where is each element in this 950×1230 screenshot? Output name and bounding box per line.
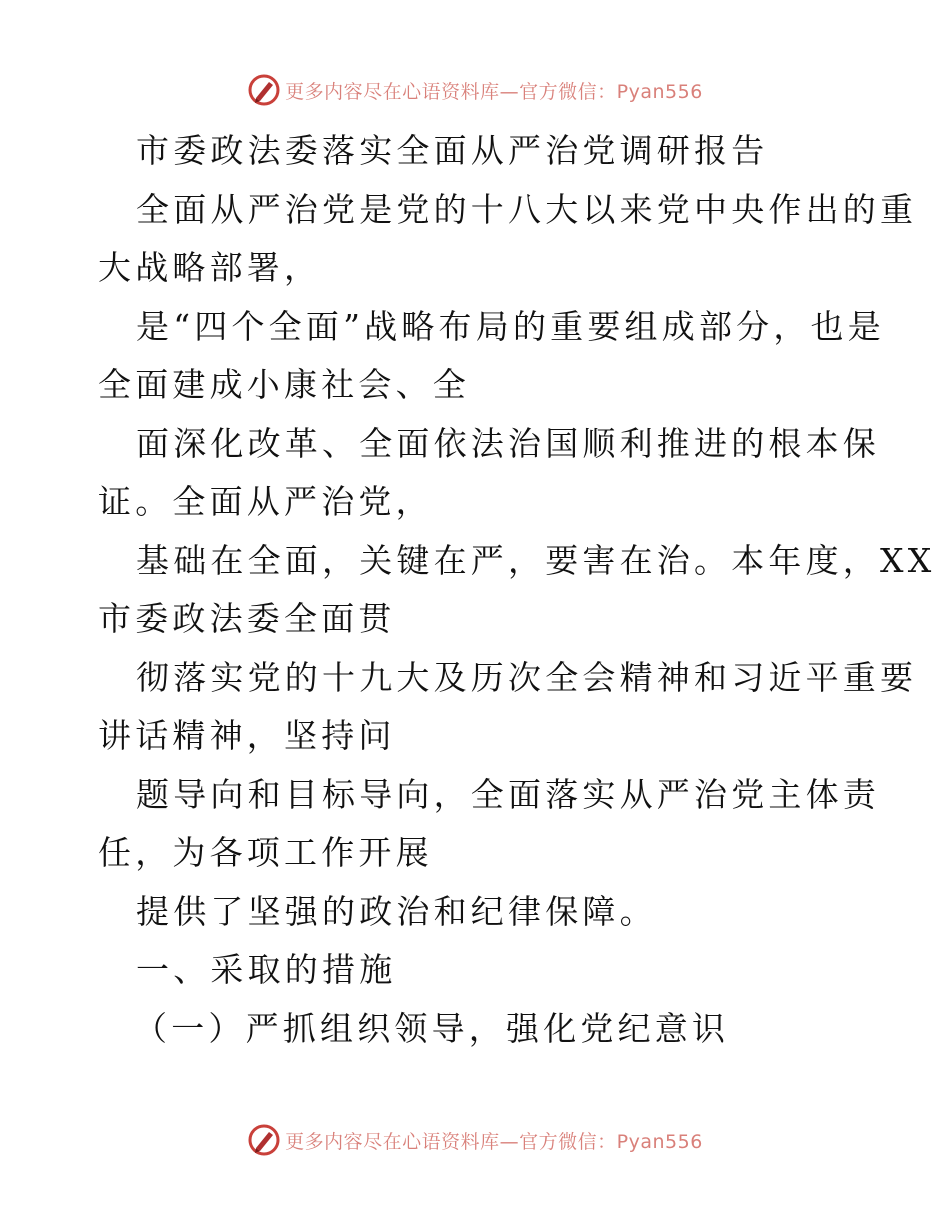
paragraph-line: 基础在全面，关键在严，要害在治。本年度，XX xyxy=(136,540,936,580)
paragraph-line: 任，为各项工作开展 xyxy=(98,833,433,872)
paragraph-line: 市委政法委全面贯 xyxy=(98,599,396,638)
paragraph-line: 全面建成小康社会、全 xyxy=(98,365,470,404)
paragraph-line: 全面从严治党是党的十八大以来党中央作出的重 xyxy=(136,189,918,229)
watermark-text: 更多内容尽在心语资料库—官方微信：Pyan556 xyxy=(285,1130,703,1153)
paragraph-line: 面深化改革、全面依法治国顺利推进的根本保 xyxy=(136,423,880,463)
document-title: 市委政法委落实全面从严治党调研报告 xyxy=(136,131,769,170)
paragraph-line: 讲话精神，坚持问 xyxy=(98,716,396,755)
pen-circle-logo-icon xyxy=(247,1123,281,1157)
pen-circle-logo-icon xyxy=(247,73,281,107)
paragraph-line: 彻落实党的十九大及历次全会精神和习近平重要 xyxy=(136,657,918,697)
paragraph-line: 大战略部署， xyxy=(98,248,322,287)
paragraph-line: 提供了坚强的政治和纪律保障。 xyxy=(136,891,657,931)
paragraph-line: 证。全面从严治党， xyxy=(98,482,433,521)
section-heading: 一、采取的措施 xyxy=(136,950,397,989)
document-body xyxy=(98,122,936,1058)
paragraph-line: 是“四个全面”战略布局的重要组成部分，也是 xyxy=(136,306,885,346)
footer-watermark xyxy=(0,1120,950,1160)
watermark-text: 更多内容尽在心语资料库—官方微信：Pyan556 xyxy=(285,80,703,103)
subsection-heading: （一）严抓组织领导，强化党纪意识 xyxy=(134,1008,730,1048)
header-watermark xyxy=(0,70,950,110)
paragraph-line: 题导向和目标导向，全面落实从严治党主体责 xyxy=(136,774,880,814)
